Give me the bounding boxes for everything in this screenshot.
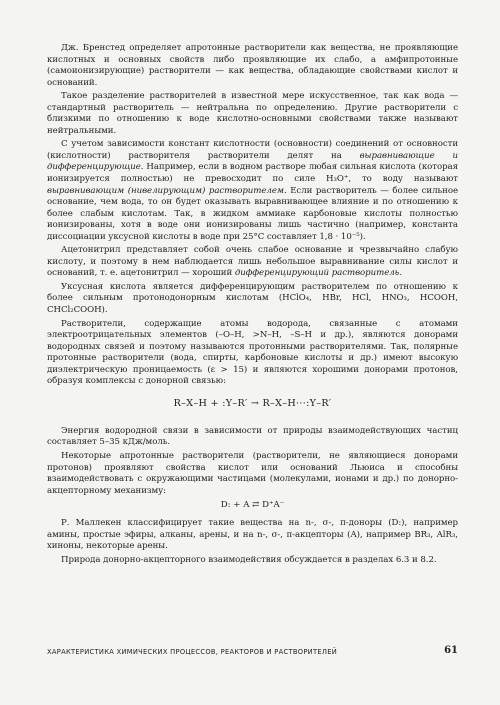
paragraph — [47, 282, 458, 317]
paragraph-text: . — [399, 268, 402, 279]
emphasized-term: выравнивающим (нивелирующим) растворителем — [47, 185, 284, 196]
paragraph-text: С учетом зависимости констант кислотности (основности) соединений от основности (кислотности) растворителя растворители делят на — [47, 139, 458, 161]
paragraph-text: Энергия водородной связи в зависимости от природы взаимодействующих частиц составляет 5–35 кДж/моль. — [47, 425, 458, 448]
page-body — [47, 43, 458, 568]
paragraph-text: Ацетонитрил представляет собой очень слабое основание и чрезвычайно слабую кислоту, и поэтому в нем наблюдается лишь небольшое выравнивание силы кислот и оснований, т. е. ацетонитрил — хороший — [47, 245, 458, 279]
paragraph — [47, 245, 458, 280]
paragraph-text: Растворители, содержащие атомы водорода, связанные с атомами электроотрицательных элементов (–O–H, >N–H, –S–H и др.), являются донорами водородных связей и поэтому называются протонными растворителями. Так, полярные протонные растворители (вода, спирты, карбоновые кислоты и др.) имеют высокую диэлектрическую проницаемость (ε > 15) и являются хорошими донорами протонов, образуя комплексы с донорной связью: — [47, 318, 458, 387]
paragraph — [47, 555, 458, 567]
paragraph — [47, 43, 458, 89]
paragraph — [47, 518, 458, 553]
paragraph — [47, 451, 458, 497]
running-title: ХАРАКТЕРИСТИКА ХИМИЧЕСКИХ ПРОЦЕССОВ, РЕАКТОРОВ И РАСТВОРИТЕЛЕЙ — [47, 648, 338, 656]
page-number: 61 — [444, 645, 458, 656]
paragraph-text: Р. Маллекен классифицирует такие вещества на n-, σ-, π-доноры (D:), например амины, простые эфиры, алканы, арены, и на n-, σ-, π-акцепторы (A), например BR₃, AlR₃, хиноны, некоторые арены. — [47, 518, 458, 552]
donor-acceptor-formula: D: + A ⇄ D⁺A⁻ — [220, 500, 285, 511]
paragraph-text: Некоторые апротонные растворители (растворители, не являющиеся донорами протонов) проявляют свойства кислот или оснований Льюиса и способны взаимодействовать с окружающими частицами (молекулами, ионами и др.) по донорно-акцепторному механизму: — [47, 450, 458, 496]
paragraph-text: Такое разделение растворителей в известной мере искусственное, так как вода — стандартный растворитель — нейтральна по определению. Другие растворители с близкими по отношению к воде кислотно-основными свойствами также называют нейтральными. — [47, 91, 458, 136]
text-block-2 — [47, 426, 458, 497]
paragraph — [47, 91, 458, 137]
emphasized-term: дифференцирующий растворитель — [234, 268, 400, 279]
emphasized-term: выравнивающие и дифференцирующие — [47, 150, 458, 173]
paragraph-text: . Если растворитель — более сильное основание, чем вода, то он будет оказывать выравнивающее влияние и по отношению к более слабым кислотам. Так, в жидком аммиаке карбоновые кислоты полностью ионизированы, хотя в воде они ионизированы лишь частично (например, константа диссоциации уксусной кислоты в воде при 25°C составляет 1,8 · 10⁻⁵). — [47, 185, 458, 242]
paragraph — [47, 319, 458, 388]
paragraph-text: . Например, если в водном растворе любая сильная кислота (которая ионизируется полностью) не превосходит по силе H₃O⁺, то воду называют — [47, 162, 458, 185]
text-block-3 — [47, 518, 458, 566]
paragraph-text: Дж. Бренстед определяет апротонные растворители как вещества, не проявляющие кислотных и основных свойств либо проявляющие их слабо, а амфипротонные (самоионизирующие) растворители — как вещества, обладающие свойствами кислот и оснований. — [47, 43, 458, 88]
paragraph-text: Уксусная кислота является дифференцирующим растворителем по отношению к более сильным протонодонорным кислотам (HClO₄, HBr, HCl, HNO₃, HCOOH, CHCl₂COOH). — [47, 281, 458, 316]
hydrogen-bond-formula: R–X–H + :Y–R′ → R–X–H···:Y–R′ — [173, 397, 332, 409]
paragraph — [47, 426, 458, 449]
text-block-1 — [47, 43, 458, 388]
paragraph-text: Природа донорно-акцепторного взаимодействия обсуждается в разделах 6.3 и 8.2. — [61, 554, 437, 565]
paragraph — [47, 139, 458, 243]
